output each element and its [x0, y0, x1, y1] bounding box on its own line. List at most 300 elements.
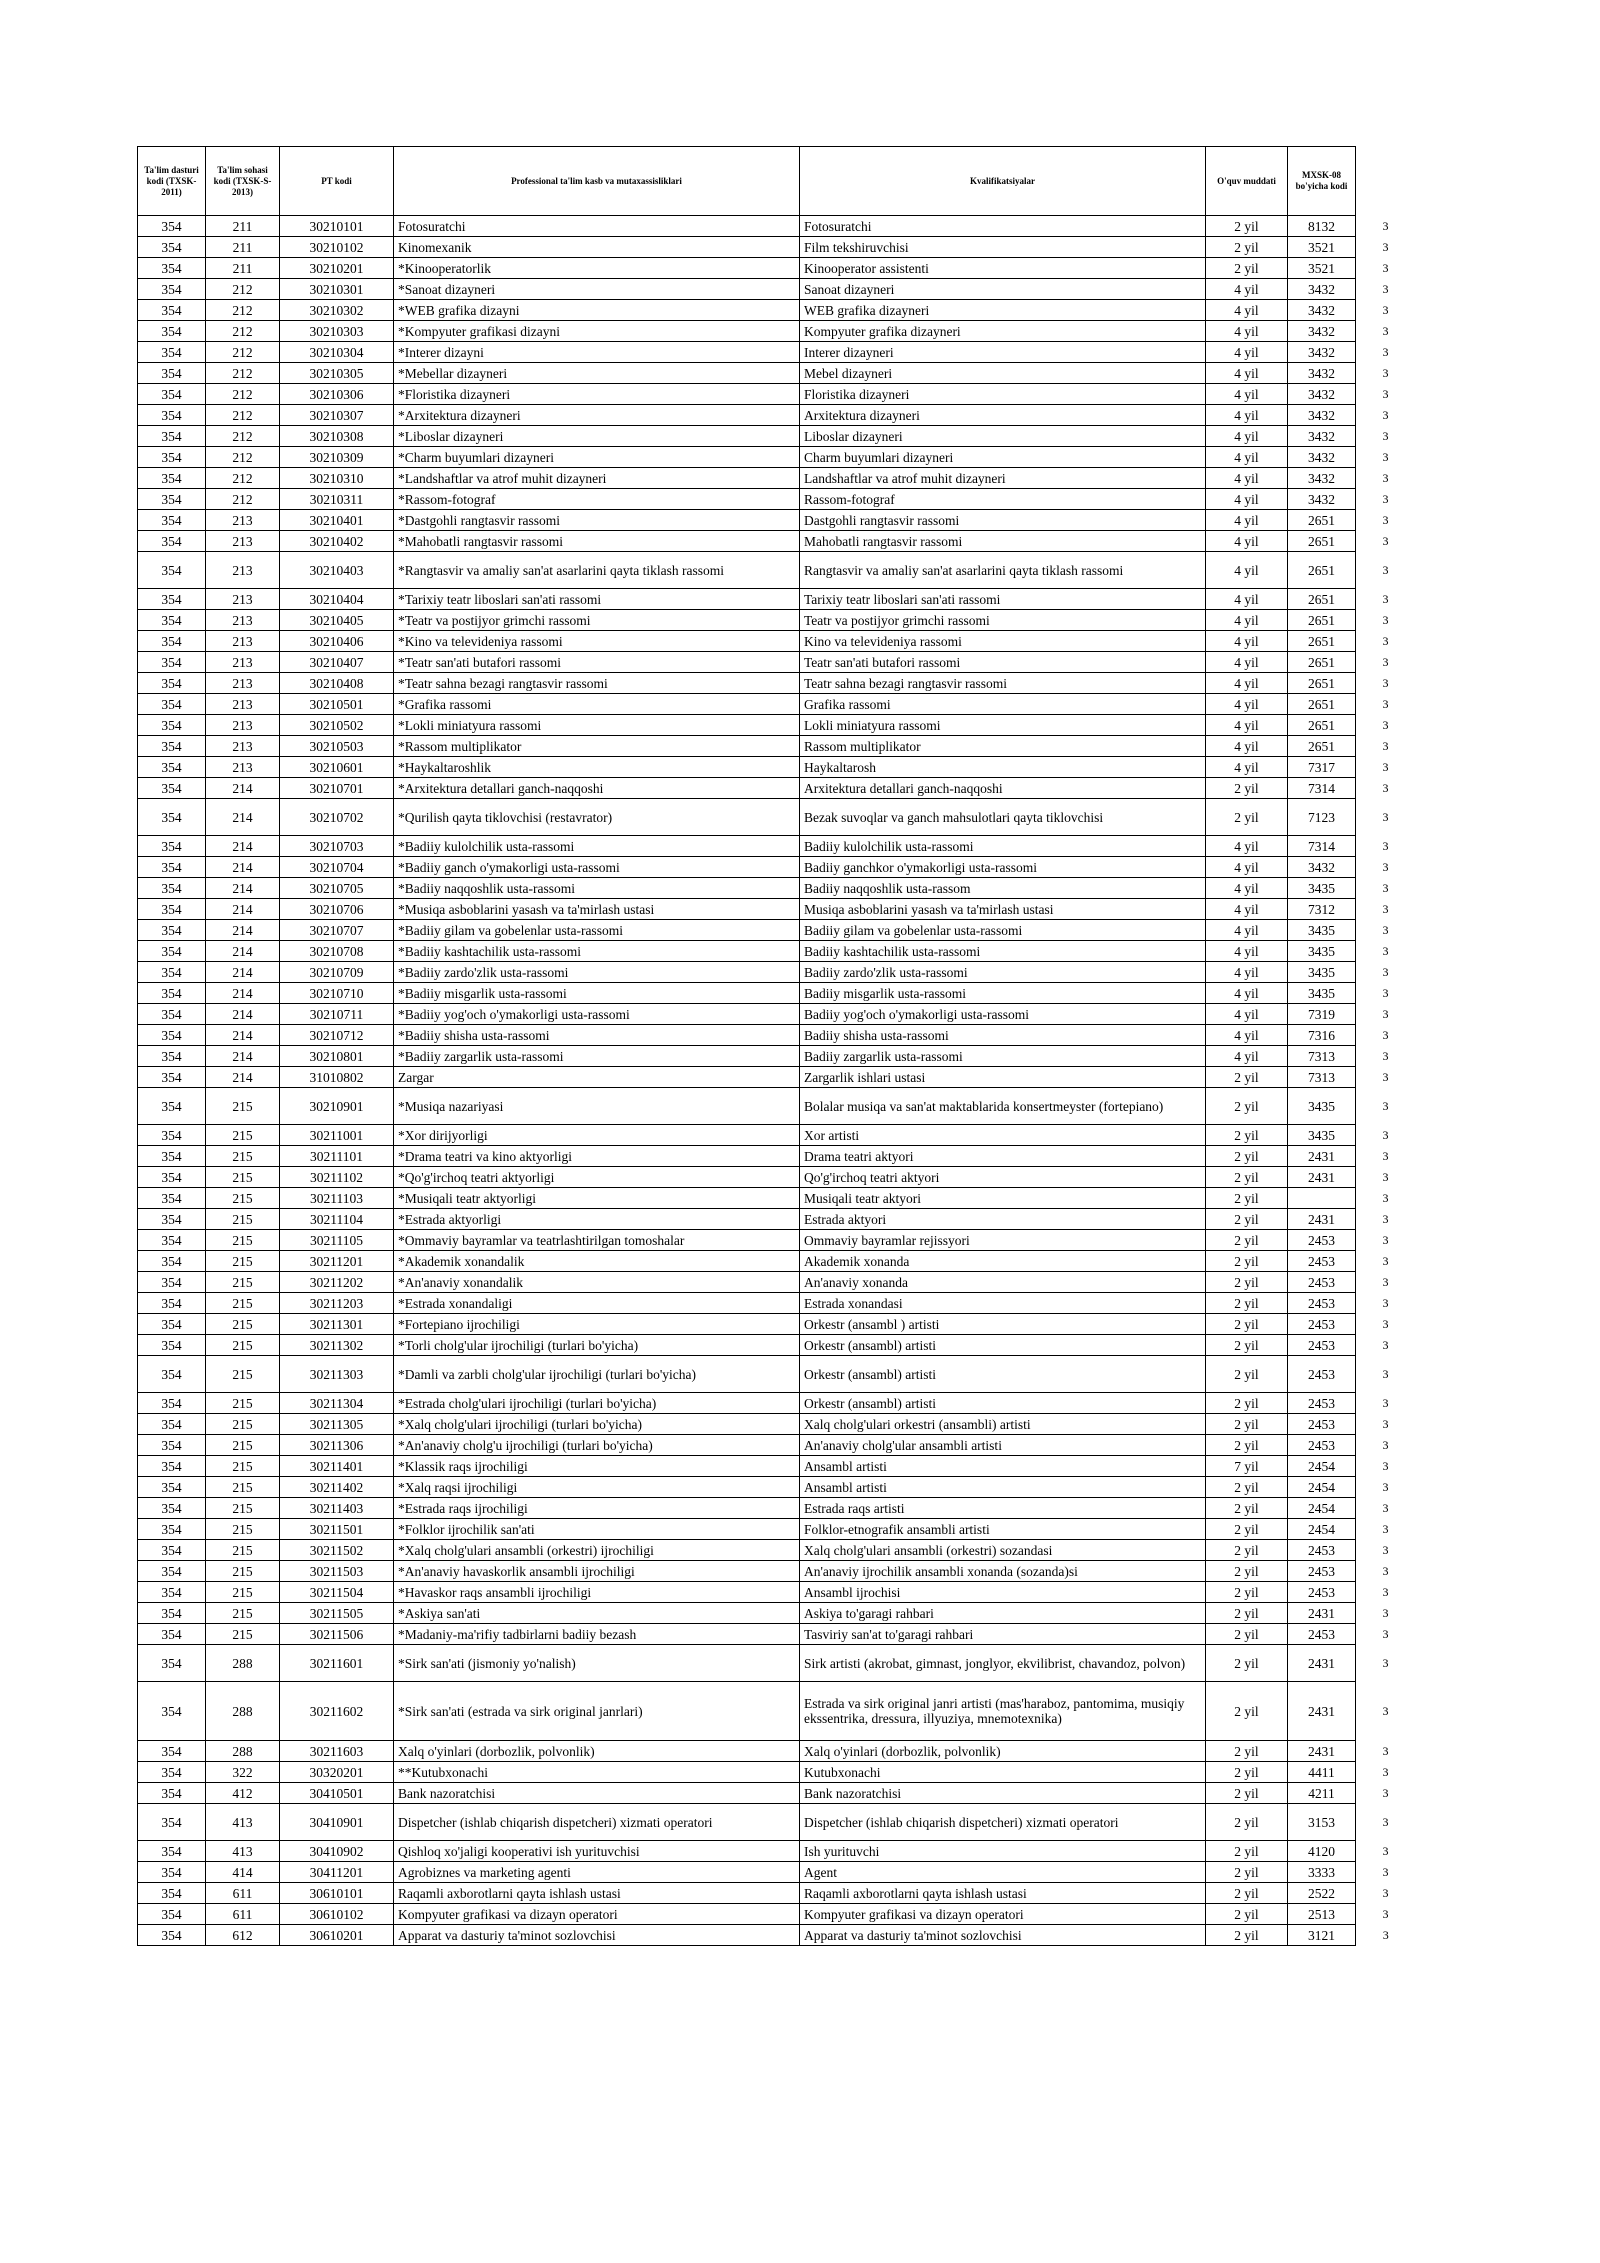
qualification-cell: Bezak suvoqlar va ganch mahsulotlari qayta tiklovchisi: [800, 799, 1206, 836]
duration-cell: 2 yil: [1206, 1603, 1288, 1624]
duration-cell: 2 yil: [1206, 1356, 1288, 1393]
program-code-cell: 354: [138, 1862, 206, 1883]
profession-cell: *Badiiy misgarlik usta-rassomi: [394, 983, 800, 1004]
pt-code-cell: 30211602: [280, 1682, 394, 1741]
mxsk-code-cell: 2651: [1288, 589, 1356, 610]
table-row: [138, 1762, 1416, 1783]
qualification-cell: Estrada aktyori: [800, 1209, 1206, 1230]
pt-code-cell: 30210601: [280, 757, 394, 778]
duration-cell: 4 yil: [1206, 941, 1288, 962]
duration-cell: 2 yil: [1206, 1272, 1288, 1293]
duration-cell: 4 yil: [1206, 589, 1288, 610]
pt-code-cell: 31010802: [280, 1067, 394, 1088]
profession-cell: *Mebellar dizayneri: [394, 363, 800, 384]
program-code-cell: 354: [138, 342, 206, 363]
field-code-cell: 611: [206, 1883, 280, 1904]
duration-cell: 4 yil: [1206, 715, 1288, 736]
header-study-duration: O'quv muddati: [1206, 147, 1288, 216]
qualification-cell: Bank nazoratchisi: [800, 1783, 1206, 1804]
level-cell: 3: [1382, 449, 1389, 464]
program-code-cell: 354: [138, 531, 206, 552]
field-code-cell: 215: [206, 1519, 280, 1540]
pt-code-cell: 30210901: [280, 1088, 394, 1125]
pt-code-cell: 30210406: [280, 631, 394, 652]
level-cell: 3: [1382, 1885, 1389, 1900]
field-code-cell: 214: [206, 836, 280, 857]
duration-cell: 4 yil: [1206, 489, 1288, 510]
table-row: [138, 715, 1416, 736]
profession-cell: *Lokli miniatyura rassomi: [394, 715, 800, 736]
qualification-cell: Sirk artisti (akrobat, gimnast, jonglyor, ekvilibrist, chavandoz, polvon): [800, 1645, 1206, 1682]
profession-cell: *Mahobatli rangtasvir rassomi: [394, 531, 800, 552]
table-row: [138, 1067, 1416, 1088]
pt-code-cell: 30211506: [280, 1624, 394, 1645]
level-cell: 3: [1382, 759, 1389, 774]
level-cell: 3: [1382, 1458, 1389, 1473]
profession-cell: *Badiiy gilam va gobelenlar usta-rassomi: [394, 920, 800, 941]
table-row: [138, 1230, 1416, 1251]
mxsk-code-cell: 2651: [1288, 736, 1356, 757]
pt-code-cell: 30211603: [280, 1741, 394, 1762]
qualification-cell: Badiiy zargarlik usta-rassomi: [800, 1046, 1206, 1067]
qualification-cell: Apparat va dasturiy ta'minot sozlovchisi: [800, 1925, 1206, 1946]
field-code-cell: 213: [206, 631, 280, 652]
qualification-cell: An'anaviy xonanda: [800, 1272, 1206, 1293]
qualification-cell: Badiiy zardo'zlik usta-rassomi: [800, 962, 1206, 983]
profession-cell: *Xalq raqsi ijrochiligi: [394, 1477, 800, 1498]
pt-code-cell: 30210307: [280, 405, 394, 426]
table-row: [138, 216, 1416, 237]
duration-cell: 2 yil: [1206, 1783, 1288, 1804]
level-cell: 3: [1382, 260, 1389, 275]
mxsk-code-cell: 7316: [1288, 1025, 1356, 1046]
mxsk-code-cell: 3432: [1288, 426, 1356, 447]
duration-cell: 4 yil: [1206, 342, 1288, 363]
program-code-cell: 354: [138, 1904, 206, 1925]
mxsk-code-cell: 2651: [1288, 552, 1356, 589]
profession-cell: Kinomexanik: [394, 237, 800, 258]
qualification-cell: Landshaftlar va atrof muhit dizayneri: [800, 468, 1206, 489]
profession-cell: Xalq o'yinlari (dorbozlik, polvonlik): [394, 1741, 800, 1762]
pt-code-cell: 30210408: [280, 673, 394, 694]
qualification-cell: Raqamli axborotlarni qayta ishlash ustasi: [800, 1883, 1206, 1904]
duration-cell: 2 yil: [1206, 1682, 1288, 1741]
duration-cell: 2 yil: [1206, 1188, 1288, 1209]
pt-code-cell: 30210502: [280, 715, 394, 736]
table-row: [138, 1682, 1416, 1741]
pt-code-cell: 30211505: [280, 1603, 394, 1624]
field-code-cell: 288: [206, 1741, 280, 1762]
pt-code-cell: 30210710: [280, 983, 394, 1004]
profession-cell: *Musiqa nazariyasi: [394, 1088, 800, 1125]
table-row: [138, 363, 1416, 384]
field-code-cell: 413: [206, 1804, 280, 1841]
pt-code-cell: 30210304: [280, 342, 394, 363]
profession-cell: *Sirk san'ati (jismoniy yo'nalish): [394, 1645, 800, 1682]
mxsk-code-cell: 2431: [1288, 1603, 1356, 1624]
duration-cell: 4 yil: [1206, 899, 1288, 920]
profession-cell: *Rassom-fotograf: [394, 489, 800, 510]
profession-cell: Fotosuratchi: [394, 216, 800, 237]
qualification-cell: Orkestr (ansambl) artisti: [800, 1356, 1206, 1393]
mxsk-code-cell: 2453: [1288, 1624, 1356, 1645]
profession-cell: *Badiiy shisha usta-rassomi: [394, 1025, 800, 1046]
profession-cell: *Klassik raqs ijrochiligi: [394, 1456, 800, 1477]
qualification-cell: Lokli miniatyura rassomi: [800, 715, 1206, 736]
mxsk-code-cell: 3521: [1288, 258, 1356, 279]
field-code-cell: 214: [206, 1067, 280, 1088]
header-profession: Professional ta'lim kasb va mutaxassisliklari: [394, 147, 800, 216]
program-code-cell: 354: [138, 1540, 206, 1561]
level-cell: 3: [1382, 633, 1389, 648]
level-cell: 3: [1382, 428, 1389, 443]
qualification-cell: Askiya to'garagi rahbari: [800, 1603, 1206, 1624]
program-code-cell: 354: [138, 1519, 206, 1540]
qualification-cell: Drama teatri aktyori: [800, 1146, 1206, 1167]
pt-code-cell: 30211402: [280, 1477, 394, 1498]
program-code-cell: 354: [138, 1414, 206, 1435]
mxsk-code-cell: 2453: [1288, 1314, 1356, 1335]
duration-cell: 4 yil: [1206, 1004, 1288, 1025]
duration-cell: 4 yil: [1206, 321, 1288, 342]
qualification-cell: Badiiy yog'och o'ymakorligi usta-rassomi: [800, 1004, 1206, 1025]
field-code-cell: 213: [206, 531, 280, 552]
table-row: [138, 321, 1416, 342]
qualification-cell: Estrada va sirk original janri artisti (mas'haraboz, pantomima, musiqiy ekssentrika, dressura, illyuziya, mnemotexnika): [800, 1682, 1206, 1741]
profession-cell: *Fortepiano ijrochiligi: [394, 1314, 800, 1335]
qualification-cell: Arxitektura dizayneri: [800, 405, 1206, 426]
level-cell: 3: [1382, 1316, 1389, 1331]
mxsk-code-cell: 2453: [1288, 1393, 1356, 1414]
qualification-cell: Film tekshiruvchisi: [800, 237, 1206, 258]
pt-code-cell: 30210501: [280, 694, 394, 715]
profession-cell: *An'anaviy xonandalik: [394, 1272, 800, 1293]
profession-cell: *Landshaftlar va atrof muhit dizayneri: [394, 468, 800, 489]
program-code-cell: 354: [138, 1477, 206, 1498]
profession-cell: *Musiqali teatr aktyorligi: [394, 1188, 800, 1209]
program-code-cell: 354: [138, 878, 206, 899]
program-code-cell: 354: [138, 468, 206, 489]
mxsk-code-cell: 7123: [1288, 799, 1356, 836]
level-cell: 3: [1382, 1069, 1389, 1084]
pt-code-cell: 30211504: [280, 1582, 394, 1603]
table-row: [138, 1046, 1416, 1067]
level-cell: 3: [1382, 407, 1389, 422]
field-code-cell: 215: [206, 1293, 280, 1314]
field-code-cell: 211: [206, 216, 280, 237]
duration-cell: 4 yil: [1206, 836, 1288, 857]
program-code-cell: 354: [138, 1209, 206, 1230]
profession-cell: *Badiiy kulolchilik usta-rassomi: [394, 836, 800, 857]
duration-cell: 4 yil: [1206, 878, 1288, 899]
field-code-cell: 213: [206, 610, 280, 631]
table-row: [138, 1477, 1416, 1498]
table-header-row: [138, 147, 1416, 216]
field-code-cell: 214: [206, 1004, 280, 1025]
program-code-cell: 354: [138, 799, 206, 836]
pt-code-cell: 30211305: [280, 1414, 394, 1435]
mxsk-code-cell: 7313: [1288, 1046, 1356, 1067]
table-row: [138, 1540, 1416, 1561]
mxsk-code-cell: 2453: [1288, 1540, 1356, 1561]
qualification-cell: Charm buyumlari dizayneri: [800, 447, 1206, 468]
table-row: [138, 778, 1416, 799]
qualification-cell: Musiqa asboblarini yasash va ta'mirlash ustasi: [800, 899, 1206, 920]
profession-cell: Apparat va dasturiy ta'minot sozlovchisi: [394, 1925, 800, 1946]
mxsk-code-cell: 2453: [1288, 1561, 1356, 1582]
level-cell: 3: [1382, 386, 1389, 401]
table-row: [138, 857, 1416, 878]
duration-cell: 4 yil: [1206, 736, 1288, 757]
duration-cell: 2 yil: [1206, 1251, 1288, 1272]
qualification-cell: Estrada raqs artisti: [800, 1498, 1206, 1519]
table-row: [138, 983, 1416, 1004]
duration-cell: 4 yil: [1206, 631, 1288, 652]
field-code-cell: 215: [206, 1356, 280, 1393]
pt-code-cell: 30211302: [280, 1335, 394, 1356]
table-row: [138, 1335, 1416, 1356]
mxsk-code-cell: 2453: [1288, 1272, 1356, 1293]
duration-cell: 2 yil: [1206, 1540, 1288, 1561]
table-row: [138, 258, 1416, 279]
qualification-cell: Bolalar musiqa va san'at maktablarida konsertmeyster (fortepiano): [800, 1088, 1206, 1125]
level-cell: 3: [1382, 901, 1389, 916]
duration-cell: 2 yil: [1206, 1314, 1288, 1335]
level-cell: 3: [1382, 1027, 1389, 1042]
field-code-cell: 213: [206, 736, 280, 757]
mxsk-code-cell: 2454: [1288, 1477, 1356, 1498]
program-code-cell: 354: [138, 1561, 206, 1582]
mxsk-code-cell: 2651: [1288, 531, 1356, 552]
profession-cell: Kompyuter grafikasi va dizayn operatori: [394, 1904, 800, 1925]
pt-code-cell: 30210311: [280, 489, 394, 510]
profession-cell: *Teatr san'ati butafori rassomi: [394, 652, 800, 673]
duration-cell: 2 yil: [1206, 1762, 1288, 1783]
pt-code-cell: 30210703: [280, 836, 394, 857]
header-qualifications: Kvalifikatsiyalar: [800, 147, 1206, 216]
level-cell: 3: [1382, 323, 1389, 338]
profession-cell: *Qo'g'irchoq teatri aktyorligi: [394, 1167, 800, 1188]
pt-code-cell: 30210712: [280, 1025, 394, 1046]
qualification-cell: WEB grafika dizayneri: [800, 300, 1206, 321]
profession-cell: *Ommaviy bayramlar va teatrlashtirilgan tomoshalar: [394, 1230, 800, 1251]
profession-cell: *Grafika rassomi: [394, 694, 800, 715]
field-code-cell: 413: [206, 1841, 280, 1862]
field-code-cell: 215: [206, 1561, 280, 1582]
profession-cell: *Kino va televideniya rassomi: [394, 631, 800, 652]
field-code-cell: 215: [206, 1188, 280, 1209]
duration-cell: 2 yil: [1206, 1167, 1288, 1188]
level-cell: 3: [1382, 1169, 1389, 1184]
program-code-cell: 354: [138, 489, 206, 510]
mxsk-code-cell: 3432: [1288, 489, 1356, 510]
field-code-cell: 215: [206, 1603, 280, 1624]
qualification-cell: Teatr sahna bezagi rangtasvir rassomi: [800, 673, 1206, 694]
qualification-cell: Musiqali teatr aktyori: [800, 1188, 1206, 1209]
table-row: [138, 1783, 1416, 1804]
pt-code-cell: 30211001: [280, 1125, 394, 1146]
program-code-cell: 354: [138, 631, 206, 652]
field-code-cell: 214: [206, 1025, 280, 1046]
level-cell: 3: [1382, 985, 1389, 1000]
duration-cell: 2 yil: [1206, 1498, 1288, 1519]
qualification-cell: Sanoat dizayneri: [800, 279, 1206, 300]
level-cell: 3: [1382, 880, 1389, 895]
pt-code-cell: 30211403: [280, 1498, 394, 1519]
program-code-cell: 354: [138, 1925, 206, 1946]
profession-cell: *Estrada xonandaligi: [394, 1293, 800, 1314]
table-row: [138, 1435, 1416, 1456]
field-code-cell: 214: [206, 941, 280, 962]
level-cell: 3: [1382, 1253, 1389, 1268]
profession-cell: *Arxitektura dizayneri: [394, 405, 800, 426]
program-code-cell: 354: [138, 920, 206, 941]
qualification-cell: Rassom multiplikator: [800, 736, 1206, 757]
mxsk-code-cell: 2453: [1288, 1356, 1356, 1393]
qualification-cell: Tasviriy san'at to'garagi rahbari: [800, 1624, 1206, 1645]
profession-cell: *Xalq cholg'ulari ijrochiligi (turlari bo'yicha): [394, 1414, 800, 1435]
profession-cell: *Kompyuter grafikasi dizayni: [394, 321, 800, 342]
table-row: [138, 1603, 1416, 1624]
pt-code-cell: 30210301: [280, 279, 394, 300]
table-row: [138, 279, 1416, 300]
duration-cell: 2 yil: [1206, 799, 1288, 836]
program-code-cell: 354: [138, 1293, 206, 1314]
profession-cell: *Haykaltaroshlik: [394, 757, 800, 778]
duration-cell: 2 yil: [1206, 1067, 1288, 1088]
mxsk-code-cell: 3432: [1288, 447, 1356, 468]
profession-cell: *Teatr va postijyor grimchi rassomi: [394, 610, 800, 631]
duration-cell: 2 yil: [1206, 1335, 1288, 1356]
duration-cell: 4 yil: [1206, 857, 1288, 878]
duration-cell: 2 yil: [1206, 1209, 1288, 1230]
qualification-cell: Arxitektura detallari ganch-naqqoshi: [800, 778, 1206, 799]
duration-cell: 4 yil: [1206, 652, 1288, 673]
field-code-cell: 215: [206, 1251, 280, 1272]
duration-cell: 2 yil: [1206, 1883, 1288, 1904]
table-row: [138, 1272, 1416, 1293]
qualification-cell: Xalq cholg'ulari orkestri (ansambli) artisti: [800, 1414, 1206, 1435]
qualification-cell: Kino va televideniya rassomi: [800, 631, 1206, 652]
program-code-cell: 354: [138, 1498, 206, 1519]
table-body: [138, 216, 1416, 1946]
field-code-cell: 212: [206, 426, 280, 447]
program-code-cell: 354: [138, 363, 206, 384]
profession-cell: *Badiiy ganch o'ymakorligi usta-rassomi: [394, 857, 800, 878]
pt-code-cell: 30211503: [280, 1561, 394, 1582]
table-row: [138, 962, 1416, 983]
pt-code-cell: 30210402: [280, 531, 394, 552]
duration-cell: 2 yil: [1206, 1088, 1288, 1125]
profession-cell: *Askiya san'ati: [394, 1603, 800, 1624]
mxsk-code-cell: 3435: [1288, 1125, 1356, 1146]
qualification-cell: Orkestr (ansambl) artisti: [800, 1335, 1206, 1356]
table-row: [138, 694, 1416, 715]
field-code-cell: 214: [206, 1046, 280, 1067]
duration-cell: 4 yil: [1206, 1025, 1288, 1046]
program-code-cell: 354: [138, 1314, 206, 1335]
mxsk-code-cell: 3432: [1288, 857, 1356, 878]
duration-cell: 2 yil: [1206, 1293, 1288, 1314]
duration-cell: 2 yil: [1206, 1477, 1288, 1498]
qualification-cell: Kompyuter grafika dizayneri: [800, 321, 1206, 342]
qualification-cell: Dastgohli rangtasvir rassomi: [800, 510, 1206, 531]
pt-code-cell: 30210705: [280, 878, 394, 899]
level-cell: 3: [1382, 1521, 1389, 1536]
pt-code-cell: 30210706: [280, 899, 394, 920]
qualification-cell: Xalq cholg'ulari ansambli (orkestri) sozandasi: [800, 1540, 1206, 1561]
field-code-cell: 213: [206, 589, 280, 610]
field-code-cell: 215: [206, 1414, 280, 1435]
level-cell: 3: [1382, 1148, 1389, 1163]
duration-cell: 2 yil: [1206, 216, 1288, 237]
qualification-cell: Akademik xonanda: [800, 1251, 1206, 1272]
field-code-cell: 211: [206, 258, 280, 279]
mxsk-code-cell: 2651: [1288, 673, 1356, 694]
mxsk-code-cell: 2431: [1288, 1645, 1356, 1682]
field-code-cell: 212: [206, 384, 280, 405]
mxsk-code-cell: 3432: [1288, 279, 1356, 300]
duration-cell: 2 yil: [1206, 1561, 1288, 1582]
field-code-cell: 412: [206, 1783, 280, 1804]
table-row: [138, 1519, 1416, 1540]
pt-code-cell: 30211301: [280, 1314, 394, 1335]
field-code-cell: 288: [206, 1682, 280, 1741]
table-row: [138, 1025, 1416, 1046]
table-row: [138, 1624, 1416, 1645]
level-cell: 3: [1382, 1274, 1389, 1289]
field-code-cell: 611: [206, 1904, 280, 1925]
table-row: [138, 1146, 1416, 1167]
level-cell: 3: [1382, 1337, 1389, 1352]
pt-code-cell: 30211101: [280, 1146, 394, 1167]
mxsk-code-cell: 3521: [1288, 237, 1356, 258]
program-code-cell: 354: [138, 694, 206, 715]
program-code-cell: 354: [138, 1356, 206, 1393]
mxsk-code-cell: 2453: [1288, 1435, 1356, 1456]
level-cell: 3: [1382, 922, 1389, 937]
qualification-cell: Rangtasvir va amaliy san'at asarlarini qayta tiklash rassomi: [800, 552, 1206, 589]
profession-cell: *Estrada cholg'ulari ijrochiligi (turlari bo'yicha): [394, 1393, 800, 1414]
pt-code-cell: 30211401: [280, 1456, 394, 1477]
pt-code-cell: 30210201: [280, 258, 394, 279]
qualification-cell: Kompyuter grafikasi va dizayn operatori: [800, 1904, 1206, 1925]
program-code-cell: 354: [138, 1167, 206, 1188]
pt-code-cell: 30411201: [280, 1862, 394, 1883]
table-row: [138, 757, 1416, 778]
level-cell: 3: [1382, 717, 1389, 732]
level-cell: 3: [1382, 1764, 1389, 1779]
level-cell: 3: [1382, 1703, 1389, 1718]
pt-code-cell: 30210310: [280, 468, 394, 489]
mxsk-code-cell: 2651: [1288, 652, 1356, 673]
table-row: [138, 384, 1416, 405]
duration-cell: 4 yil: [1206, 363, 1288, 384]
mxsk-code-cell: 3121: [1288, 1925, 1356, 1946]
level-cell: 3: [1382, 1211, 1389, 1226]
pt-code-cell: 30210308: [280, 426, 394, 447]
mxsk-code-cell: 2453: [1288, 1335, 1356, 1356]
mxsk-code-cell: 2453: [1288, 1251, 1356, 1272]
field-code-cell: 212: [206, 279, 280, 300]
field-code-cell: 288: [206, 1645, 280, 1682]
level-cell: 3: [1382, 1605, 1389, 1620]
mxsk-code-cell: 3435: [1288, 941, 1356, 962]
pt-code-cell: 30610102: [280, 1904, 394, 1925]
level-cell: 3: [1382, 1584, 1389, 1599]
pt-code-cell: 30211104: [280, 1209, 394, 1230]
profession-cell: *Folklor ijrochilik san'ati: [394, 1519, 800, 1540]
